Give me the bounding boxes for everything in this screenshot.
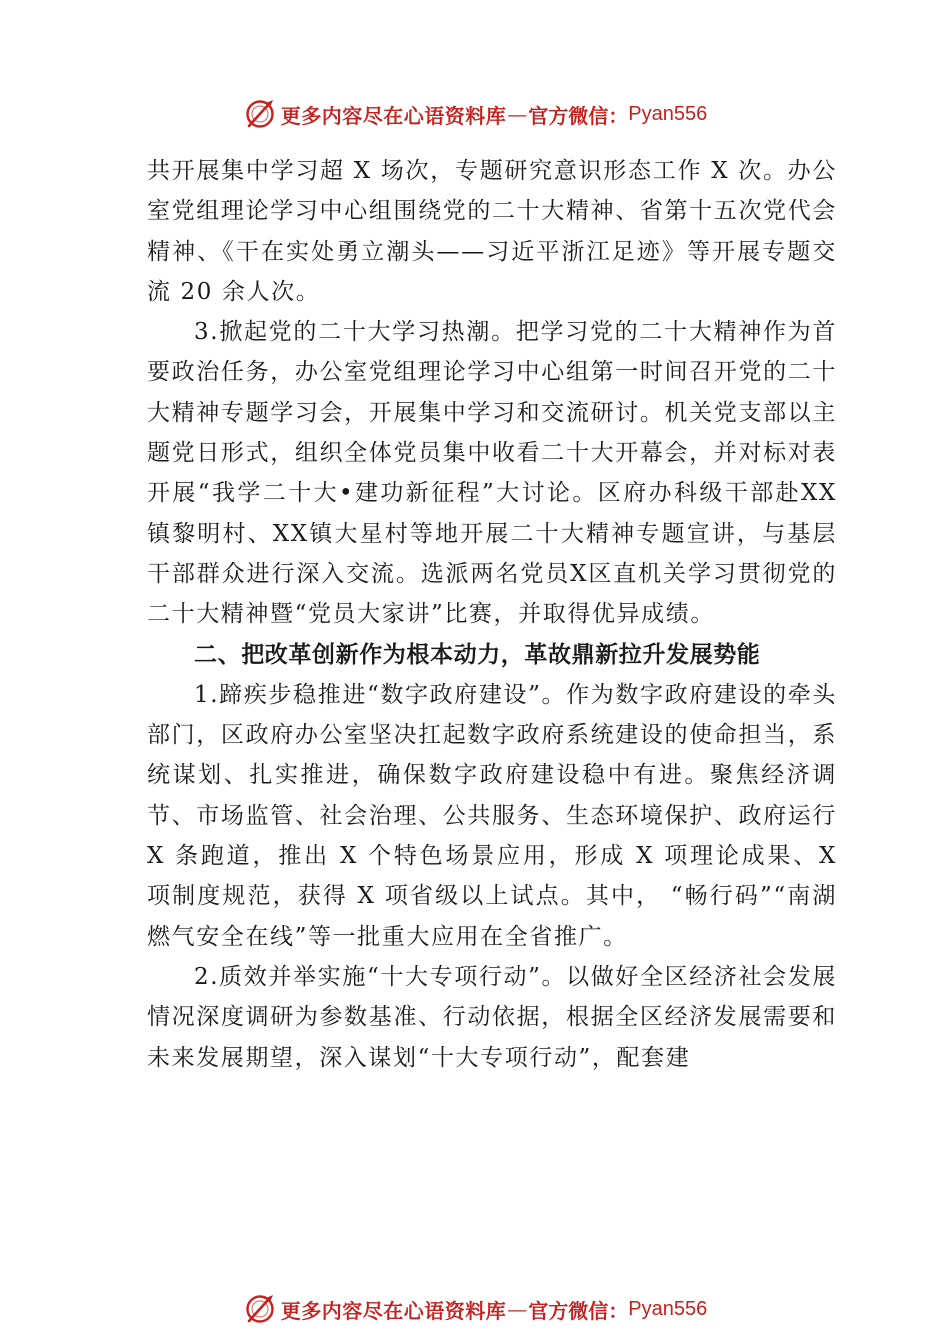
watermark-wechat-id: Pyan556: [628, 1297, 708, 1320]
paragraph-digital-government: 1.蹄疾步稳推进“数字政府建设”。作为数字政府建设的牵头部门，区政府办公室坚决扛起数字政府系统建设的使命担当，系统谋划、扎实推进，确保数字政府建设稳中有进。聚焦经济调节、市场监管、社会治理、公共服务、生态环境保护、政府运行 X 条跑道，推出 X 个特色场景应用，形成 X 项理论成果、X 项制度规范，获得 X 项省级以上试点。其中， “畅行码”“南湖燃气安全在线”等一批重大应用在全省推广。: [147, 681, 837, 950]
paragraph-study-wave: 3.掀起党的二十大学习热潮。把学习党的二十大精神作为首要政治任务，办公室党组理论学习中心组第一时间召开党的二十大精神专题学习会，开展集中学习和交流研讨。机关党支部以主题党日形式，组织全体党员集中收看二十大开幕会，并对标对表开展“我学二十大•建功新征程”大讨论。区府办科级干部赴XX镇黎明村、XX镇大星村等地开展二十大精神专题宣讲，与基层干部群众进行深入交流。选派两名党员X区直机关学习贯彻党的二十大精神暨“党员大家讲”比赛，并取得优异成绩。: [147, 319, 837, 628]
watermark-separator: —: [507, 1297, 528, 1321]
watermark-separator: —: [507, 102, 528, 126]
bottom-watermark-banner: [0, 1287, 950, 1331]
watermark-wechat-id: Pyan556: [628, 102, 708, 125]
top-watermark-banner: [0, 92, 950, 136]
paragraph-study-summary: 共开展集中学习超 X 场次，专题研究意识形态工作 X 次。办公室党组理论学习中心组围绕党的二十大精神、省第十五次党代会精神、《干在实处勇立潮头——习近平浙江足迹》等开展专题交流 20 余人次。: [147, 158, 837, 305]
document-body: [147, 151, 837, 1078]
watermark-slogan: 更多内容尽在心语资料库: [280, 103, 507, 128]
watermark-wechat-label: 官方微信：: [528, 1298, 629, 1323]
paragraph-ten-actions: 2.质效并举实施“十大专项行动”。以做好全区经济社会发展情况深度调研为参数基准、行动依据，根据全区经济发展需要和未来发展期望，深入谋划“十大专项行动”，配套建: [147, 963, 837, 1071]
section-heading-reform: 二、把改革创新作为根本动力，革故鼎新拉升发展势能: [194, 641, 761, 668]
watermark-slogan: 更多内容尽在心语资料库: [280, 1298, 507, 1323]
brush-logo-icon: [243, 97, 277, 131]
brush-logo-icon: [243, 1292, 277, 1326]
watermark-wechat-label: 官方微信：: [528, 103, 629, 128]
